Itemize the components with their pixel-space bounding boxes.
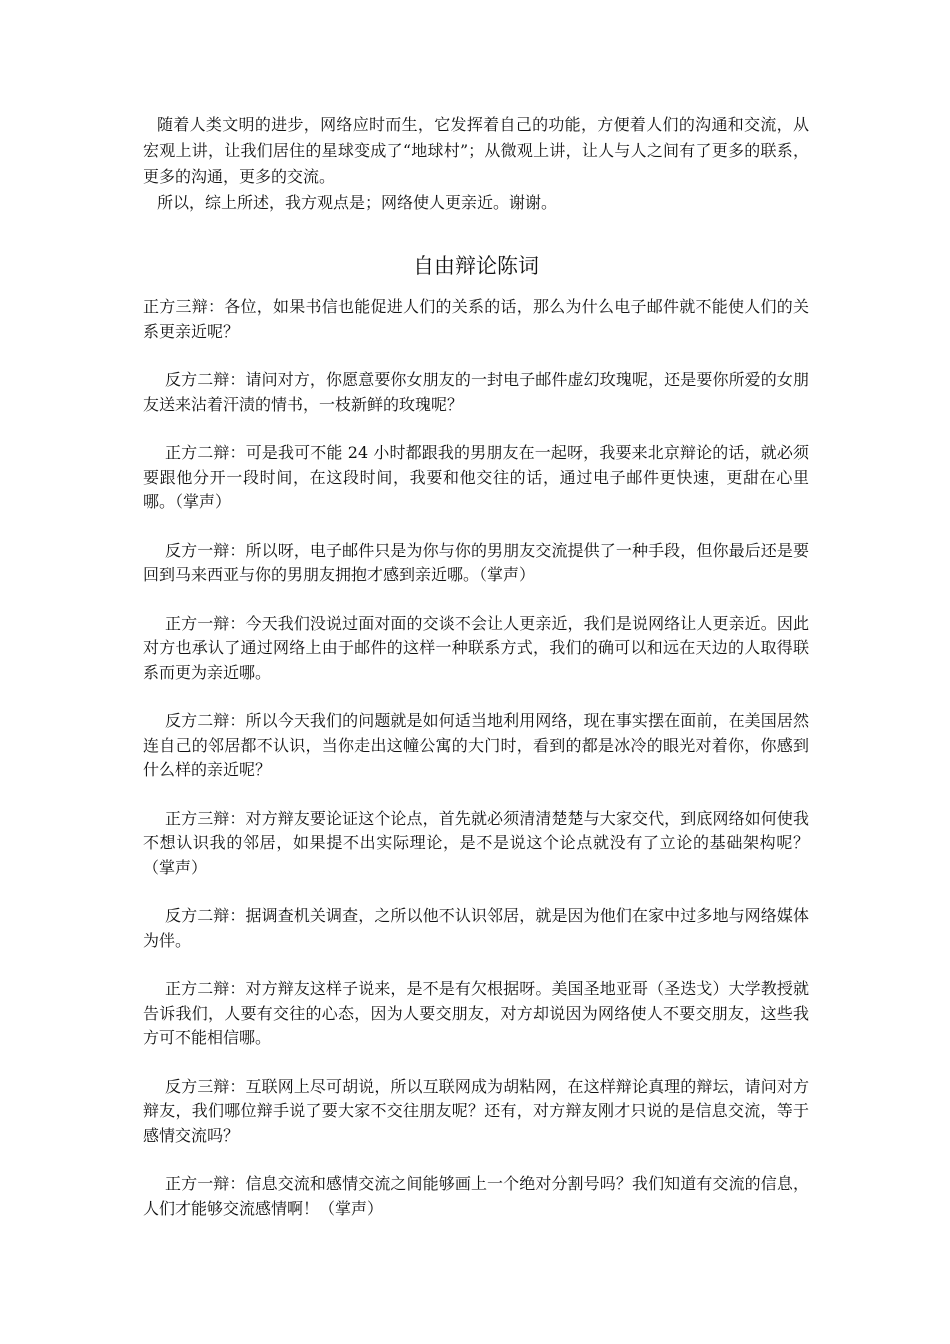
- debate-statement: 正方二辩：可是我可不能 24 小时都跟我的男朋友在一起呀，我要来北京辩论的话，就必须要跟他分开一段时间，在这段时间，我要和他交往的话，通过电子邮件更快速，更甜在心里哪。（掌声）: [143, 443, 809, 511]
- debate-statement: 反方一辩：所以呀，电子邮件只是为你与你的男朋友交流提供了一种手段，但你最后还是要回到马来西亚与你的男朋友拥抱才感到亲近哪。（掌声）: [143, 540, 809, 584]
- debate-statement: 正方一辩：今天我们没说过面对面的交谈不会让人更亲近，我们是说网络让人更亲近。因此对方也承认了通过网络上由于邮件的这样一种联系方式，我们的确可以和远在天边的人取得联系而更为亲近哪。: [143, 613, 809, 682]
- debate-statement: 正方三辩：各位，如果书信也能促进人们的关系的话，那么为什么电子邮件就不能使人们的关系更亲近呢？: [143, 297, 809, 341]
- debate-statement: 正方一辩：信息交流和感情交流之间能够画上一个绝对分割号吗？我们知道有交流的信息，人们才能够交流感情啊！（掌声）: [143, 1174, 809, 1218]
- debate-statement: 反方三辩：互联网上尽可胡说，所以互联网成为胡粘网，在这样辩论真理的辩坛，请问对方辩友，我们哪位辩手说了要大家不交往朋友呢？还有，对方辩友刚才只说的是信息交流，等于感情交流吗？: [143, 1076, 809, 1145]
- intro-paragraph-1: 随着人类文明的进步，网络应时而生，它发挥着自己的功能，方便着人们的沟通和交流，从宏观上讲，让我们居住的星球变成了“地球村”；从微观上讲，让人与人之间有了更多的联系，更多的沟通，更多的交流。: [143, 115, 809, 186]
- debate-statement: 反方二辩：请问对方，你愿意要你女朋友的一封电子邮件虚幻玫瑰呢，还是要你所爱的女朋友送来沾着汗渍的情书，一枝新鲜的玫瑰呢？: [143, 370, 809, 414]
- debate-statement: 反方二辩：据调查机关调查，之所以他不认识邻居，就是因为他们在家中过多地与网络媒体为伴。: [143, 906, 809, 950]
- intro-section: [143, 112, 809, 216]
- debate-statement: 正方三辩：对方辩友要论证这个论点，首先就必须清清楚楚与大家交代，到底网络如何使我不想认识我的邻居，如果提不出实际理论，是不是说这个论点就没有了立论的基础架构呢？（掌声）: [143, 808, 809, 877]
- section-title: 自由辩论陈词: [413, 254, 539, 278]
- intro-paragraph-2: 所以，综上所述，我方观点是；网络使人更亲近。谢谢。: [157, 193, 558, 212]
- document-page: [143, 112, 809, 1245]
- debate-statement: 正方二辩：对方辩友这样子说来，是不是有欠根据呀。美国圣地亚哥（圣迭戈）大学教授就告诉我们，人要有交往的心态，因为人要交朋友，对方却说因为网络使人不要交朋友，这些我方可不能相信哪。: [143, 979, 809, 1047]
- debate-statement: 反方二辩：所以今天我们的问题就是如何适当地利用网络，现在事实摆在面前，在美国居然连自己的邻居都不认识，当你走出这幢公寓的大门时，看到的都是冰冷的眼光对着你，你感到什么样的亲近呢？: [143, 711, 809, 779]
- debate-transcript: [143, 295, 809, 1221]
